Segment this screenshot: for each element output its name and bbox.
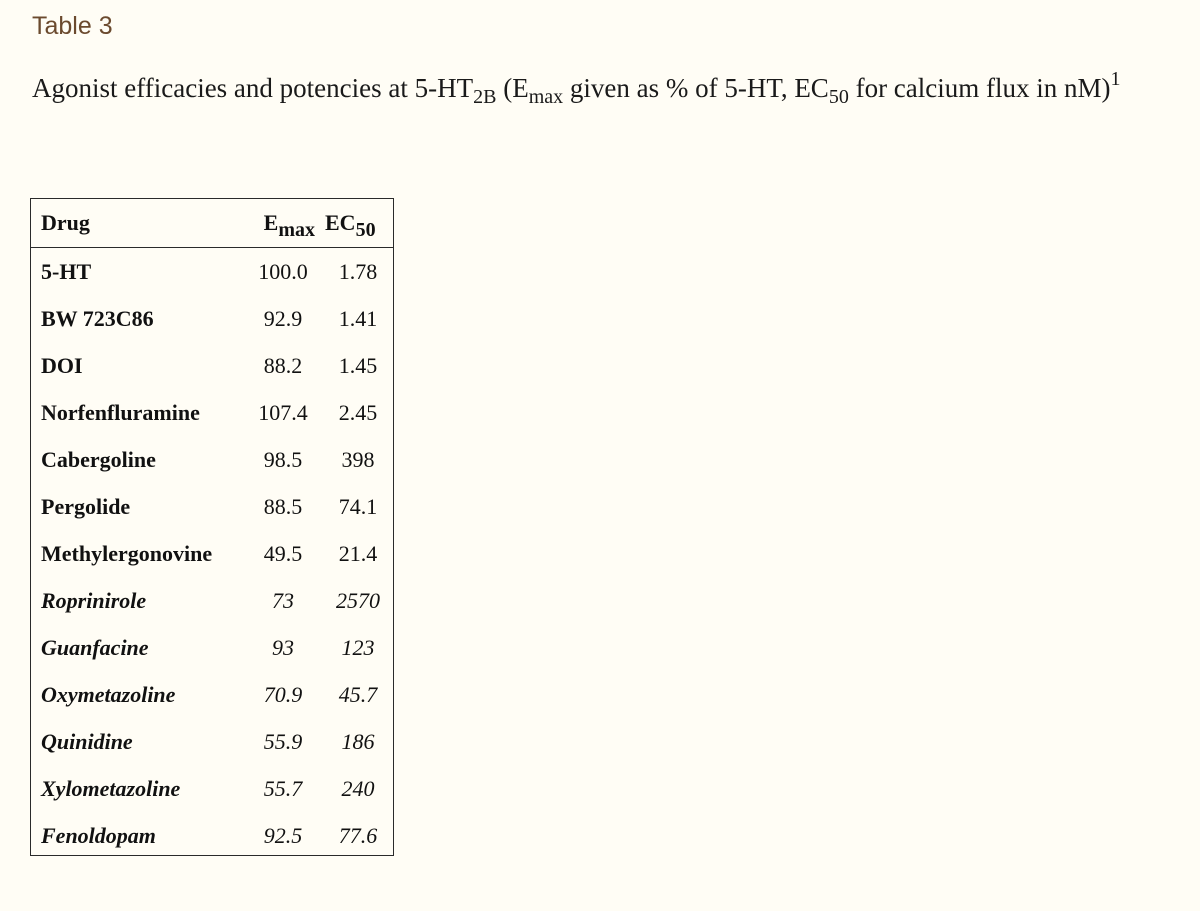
cell-drug: Fenoldopam — [41, 822, 156, 848]
caption-text: (E — [496, 73, 529, 103]
cell-emax: 49.5 — [263, 540, 303, 566]
table-row — [31, 248, 393, 296]
caption-text: Agonist efficacies and potencies at 5-HT — [32, 73, 474, 103]
caption-subscript: 2B — [473, 86, 497, 108]
header-emax-base: E — [263, 210, 279, 235]
header-ec50-subscript: 50 — [355, 219, 376, 241]
cell-emax: 55.9 — [263, 728, 303, 754]
header-emax — [243, 199, 323, 248]
cell-ec50: 2.45 — [338, 399, 378, 425]
table-row — [31, 718, 393, 765]
cell-ec50: 1.41 — [338, 305, 378, 331]
caption-text: for calcium flux in nM) — [848, 73, 1111, 103]
cell-emax: 88.2 — [263, 352, 303, 378]
cell-drug: Quinidine — [41, 728, 133, 754]
cell-ec50: 21.4 — [338, 540, 378, 566]
cell-drug: BW 723C86 — [41, 305, 154, 331]
table-row — [31, 812, 393, 859]
data-table — [31, 199, 393, 859]
cell-ec50: 1.45 — [338, 352, 378, 378]
table-header-row — [31, 199, 393, 248]
header-ec50 — [323, 199, 393, 248]
cell-emax: 100.0 — [258, 258, 308, 284]
table-caption — [32, 68, 1162, 108]
cell-ec50: 74.1 — [338, 493, 378, 519]
cell-ec50: 240 — [341, 775, 375, 801]
table-row — [31, 577, 393, 624]
cell-ec50: 2570 — [336, 587, 380, 613]
cell-emax: 107.4 — [258, 399, 308, 425]
cell-drug: Cabergoline — [41, 446, 156, 472]
cell-emax: 88.5 — [263, 493, 303, 519]
cell-drug: Xylometazoline — [41, 775, 181, 801]
table-row — [31, 530, 393, 577]
cell-ec50: 186 — [341, 728, 375, 754]
cell-drug: 5-HT — [41, 258, 92, 284]
footnote-link[interactable]: 1 — [1110, 68, 1121, 90]
cell-ec50: 77.6 — [338, 822, 378, 848]
cell-ec50: 45.7 — [338, 681, 378, 707]
table-row — [31, 389, 393, 436]
table-row — [31, 295, 393, 342]
header-drug: Drug — [31, 199, 243, 248]
cell-drug: DOI — [41, 352, 83, 378]
cell-drug: Roprinirole — [41, 587, 147, 613]
cell-drug: Guanfacine — [41, 634, 149, 660]
cell-drug: Norfenfluramine — [41, 399, 200, 425]
cell-drug: Methylergonovine — [41, 540, 213, 566]
cell-emax: 92.9 — [263, 305, 303, 331]
cell-ec50: 1.78 — [338, 258, 378, 284]
table-row — [31, 483, 393, 530]
cell-emax: 92.5 — [263, 822, 303, 848]
caption-subscript: 50 — [828, 86, 849, 108]
cell-emax: 55.7 — [263, 775, 303, 801]
table-label: Table 3 — [32, 12, 113, 40]
cell-emax: 98.5 — [263, 446, 303, 472]
table-row — [31, 342, 393, 389]
caption-text: given as % of 5-HT, EC — [563, 73, 829, 103]
header-ec50-base: EC — [325, 210, 356, 235]
table-row — [31, 624, 393, 671]
cell-emax: 70.9 — [263, 681, 303, 707]
cell-emax: 93 — [272, 634, 294, 660]
table-row — [31, 765, 393, 812]
caption-subscript: max — [528, 86, 564, 108]
table-body — [31, 248, 393, 860]
table-row — [31, 671, 393, 718]
cell-drug: Pergolide — [41, 493, 131, 519]
cell-emax: 73 — [272, 587, 294, 613]
table-row — [31, 436, 393, 483]
cell-ec50: 398 — [341, 446, 375, 472]
header-emax-subscript: max — [278, 219, 315, 241]
data-table-frame — [30, 198, 394, 856]
cell-ec50: 123 — [341, 634, 375, 660]
cell-drug: Oxymetazoline — [41, 681, 176, 707]
